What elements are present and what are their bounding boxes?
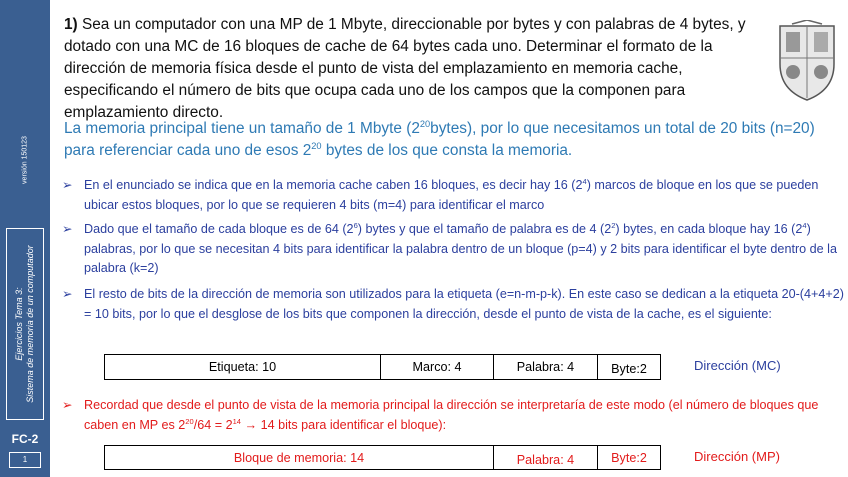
- bullet2-exp-3: 4: [802, 220, 807, 230]
- answer-exp-2: 20: [311, 140, 322, 151]
- topic-line-1: Ejercicios Tema 3:: [14, 287, 24, 361]
- field-word: Palabra: 4: [494, 355, 598, 379]
- arrow-bullet-icon: ➢: [62, 222, 73, 236]
- field-word: Palabra: 4: [494, 446, 598, 469]
- bullet2-text-1: Dado que el tamaño de cada bloque es de 64 (2: [84, 222, 354, 236]
- field-byte: Byte:2: [611, 450, 647, 465]
- bullet4-text-2: /64 = 2: [193, 417, 233, 432]
- bullet-block-size: [62, 220, 846, 279]
- bullet3-text: El resto de bits de la dirección de memoria son utilizados para la etiqueta (e=n-m-p-k). En este caso se dedican a la etiqueta 20-(4+4+2) = 10 bits, por lo que el desglose de los bits que componen la dirección, desde el punto de vista de la cache, es el siguiente:: [84, 287, 844, 321]
- field-byte: Byte:2: [611, 362, 647, 376]
- bullet4-exp-1: 20: [185, 416, 194, 426]
- bullet2-text-2: ) bytes y que el tamaño de palabra es de 4 (2: [357, 222, 612, 236]
- bullet2-exp-2: 2: [611, 220, 616, 230]
- bullet4-text-3: → 14 bits para identificar el bloque):: [240, 417, 447, 432]
- arrow-bullet-icon: ➢: [62, 398, 73, 412]
- field-frame: Marco: 4: [381, 355, 494, 379]
- field-tag: Etiqueta: 10: [105, 355, 381, 379]
- answer-exp-1: 20: [419, 118, 431, 129]
- label-mc: Dirección (MC): [694, 358, 781, 373]
- topic-label: [14, 245, 36, 403]
- page-number: 1: [9, 452, 41, 468]
- bullet-cache-frames: [62, 176, 846, 215]
- version-label: versión 150123: [21, 136, 29, 184]
- sidebar: [0, 0, 50, 477]
- answer-text-2: bytes), por lo que necesitamos un total de 20 bits (n=20) para referenciar cada uno de esos 2: [64, 120, 815, 159]
- bullet2-exp-1: 6: [353, 220, 358, 230]
- crest-icon: [772, 20, 842, 104]
- question-number: 1): [64, 16, 78, 33]
- course-code: FC-2: [11, 432, 39, 446]
- answer-intro: [64, 118, 824, 162]
- address-format-mp: [104, 445, 661, 470]
- answer-text-3: bytes de los que consta la memoria.: [321, 142, 573, 159]
- label-mp: Dirección (MP): [694, 449, 780, 464]
- topic-line-2: Sistema de memoria de un computador: [25, 245, 35, 403]
- bullet2-text-3: ) bytes, en cada bloque hay 16 (2: [615, 222, 803, 236]
- bullet-tag-bits: [62, 285, 846, 324]
- question-text: Sea un computador con una MP de 1 Mbyte, direccionable por bytes y con palabras de 4 bytes, y dotado con una MC de 16 bloques de cache de 64 bytes cada uno. Determinar el formato de la dirección de memoria física desde el punto de vista del emplazamiento en memoria cache, especificando el número de bits que ocupa cada uno de los campos que la componen para emplazamiento directo.: [64, 16, 746, 121]
- answer-text-1: La memoria principal tiene un tamaño de 1 Mbyte (2: [64, 120, 420, 137]
- bullet1-text-2: ) marcos de bloque en los que se pueden ubicar estos bloques, por lo que se requieren 4 bits (m=4) para identificar el marco: [84, 178, 819, 212]
- bullet4-exp-2: 14: [232, 416, 241, 426]
- arrow-bullet-icon: ➢: [62, 178, 73, 192]
- arrow-bullet-icon: ➢: [62, 287, 73, 301]
- bullet1-exp-1: 4: [582, 176, 587, 186]
- bullet4-text-1: Recordad que desde el punto de vista de la memoria principal la dirección se interpretaría de este modo (el número de bloques que caben en MP es 2: [84, 398, 819, 432]
- bullet-mp-view: [62, 396, 846, 435]
- bullet2-text-4: ) palabras, por lo que se necesitan 4 bits para identificar la palabra dentro de un bloque (p=4) y 2 bits para identificar el byte dentro de la palabra (k=2): [84, 222, 837, 275]
- address-format-mc: [104, 354, 661, 380]
- field-block: Bloque de memoria: 14: [105, 446, 494, 469]
- question: [64, 14, 776, 124]
- bullet1-text-1: En el enunciado se indica que en la memoria cache caben 16 bloques, es decir hay 16 (2: [84, 178, 583, 192]
